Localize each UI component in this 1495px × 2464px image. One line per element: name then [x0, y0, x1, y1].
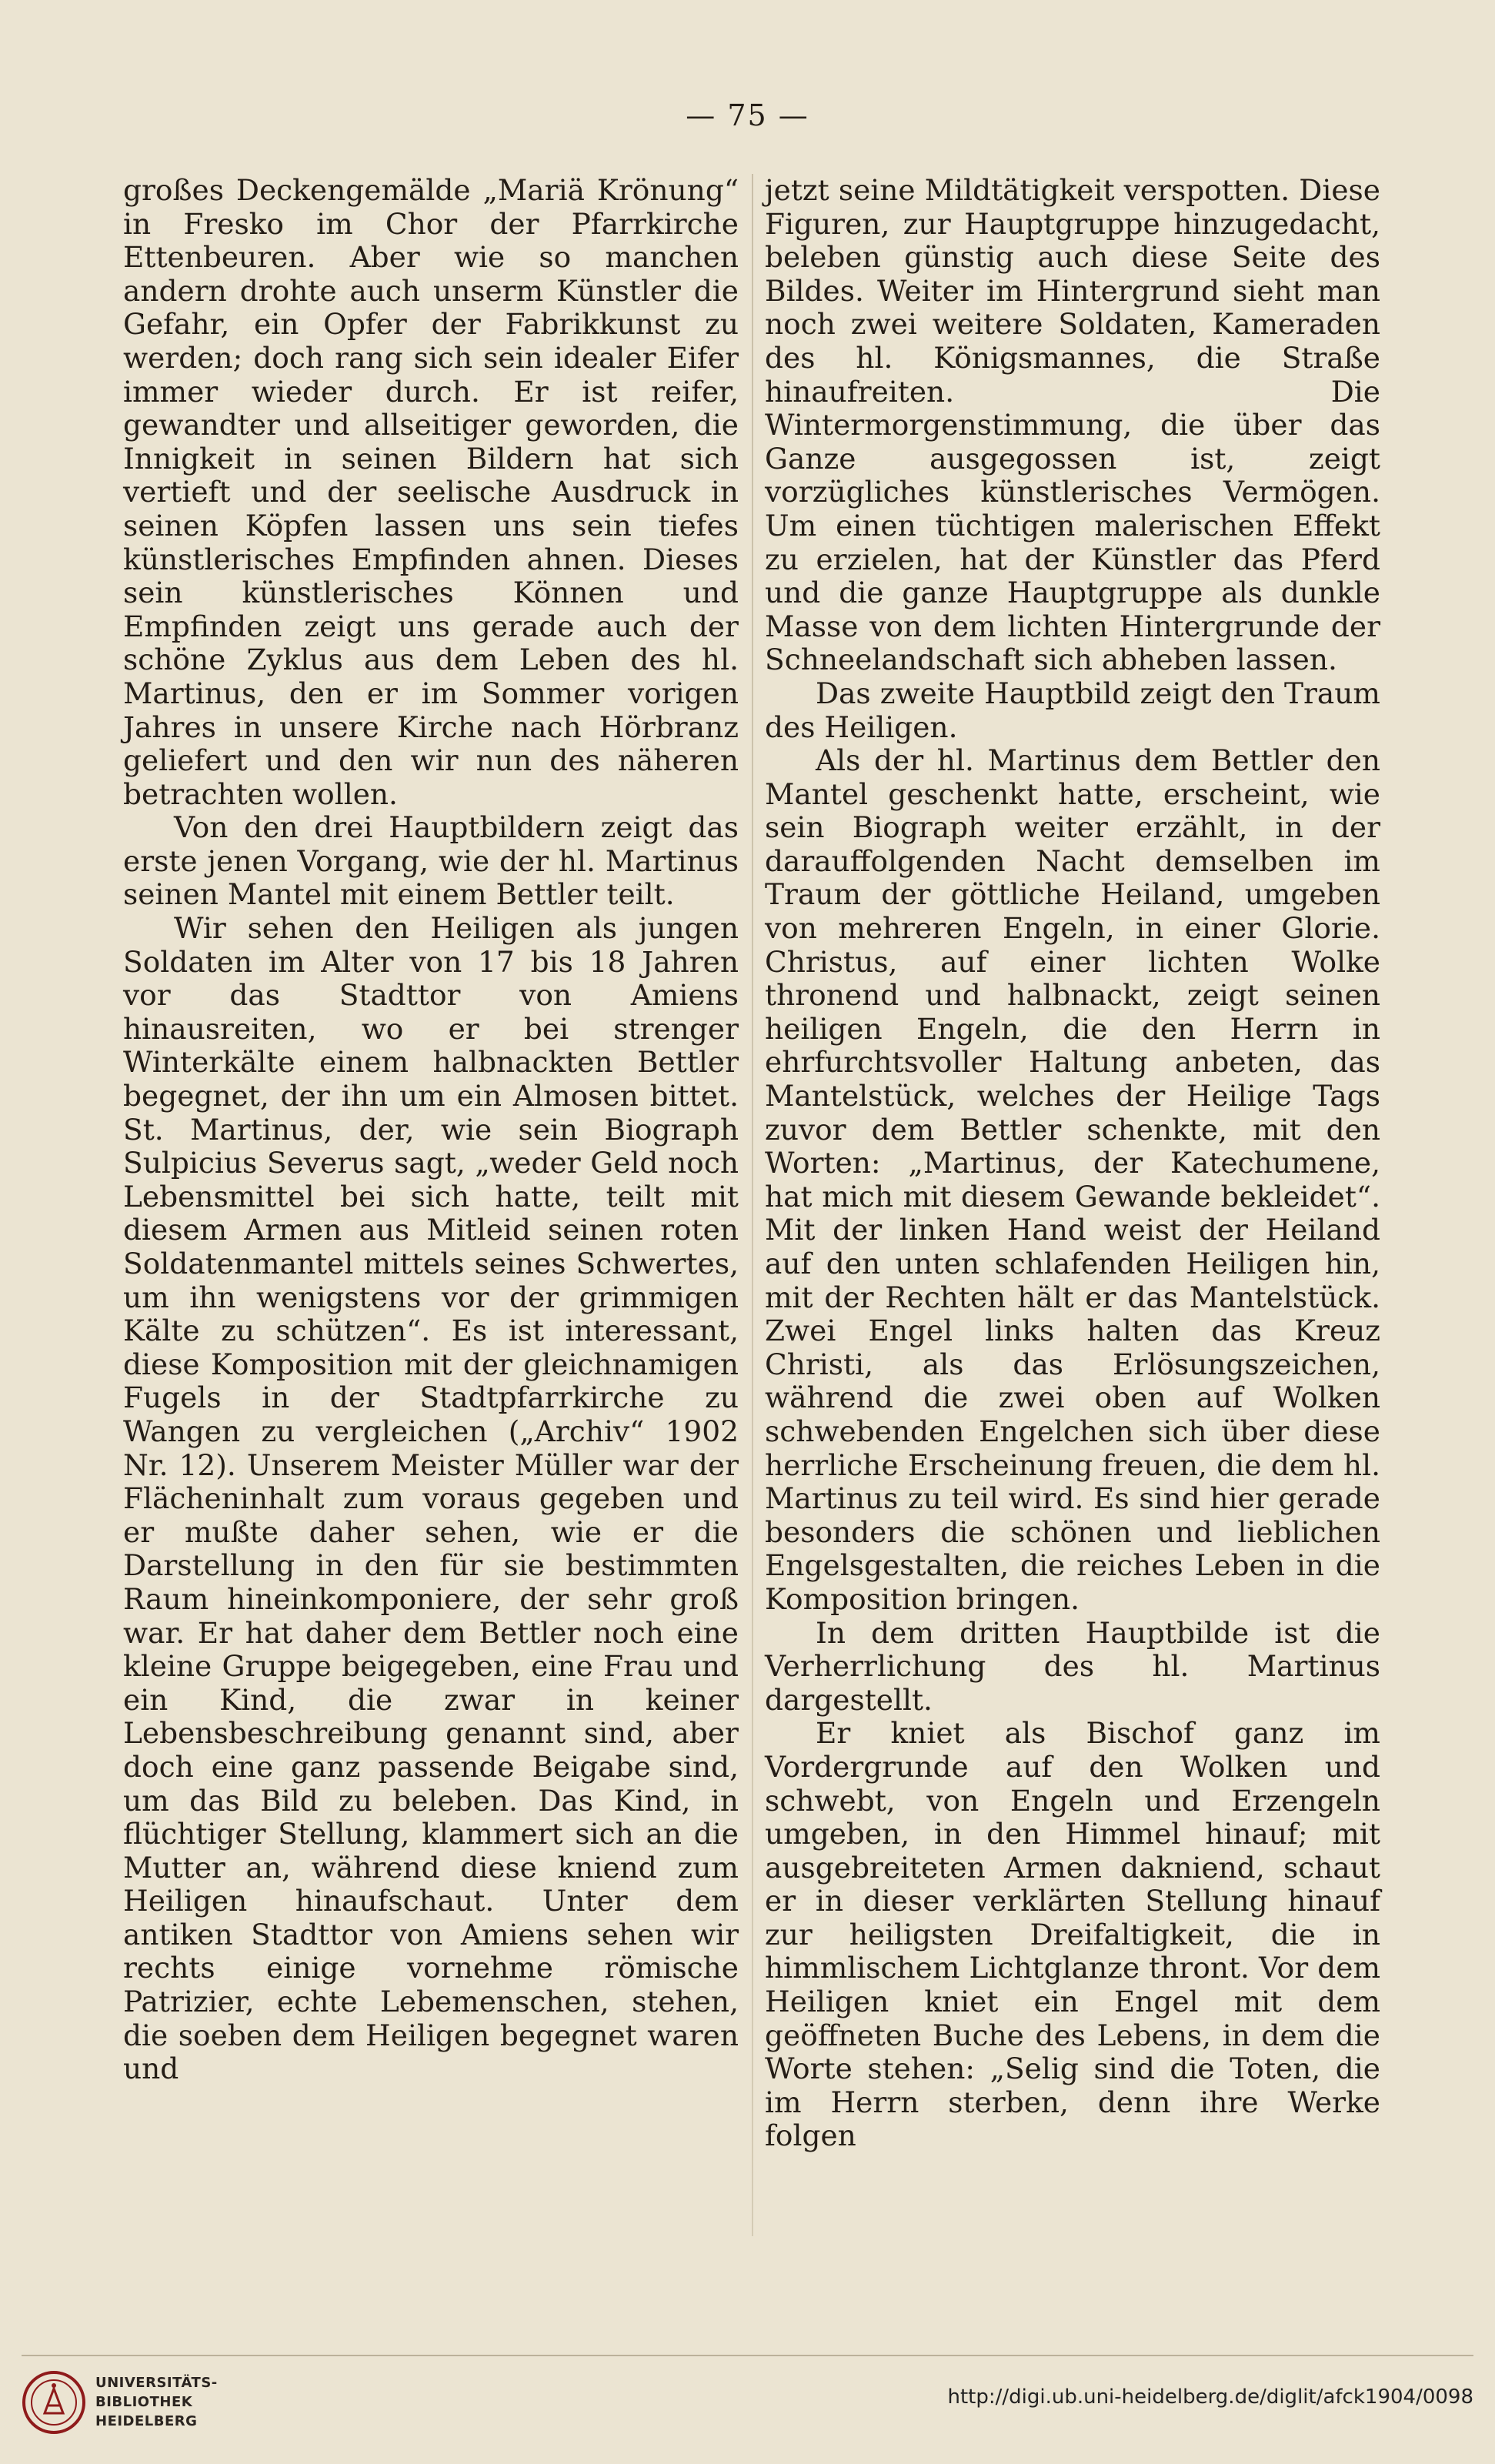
footer — [22, 2362, 1473, 2447]
paragraph: Von den drei Hauptbildern zeigt das erste jenen Vorgang, wie der hl. Martinus seinen Mantel mit einem Bettler teilt. — [123, 810, 739, 912]
paragraph: Als der hl. Martinus dem Bettler den Mantel geschenkt hatte, erscheint, wie sein Biograph weiter erzählt, in der darauffolgenden Nacht demselben im Traum der göttliche Heiland, umgeben von mehreren Engeln, in einer Glorie. Christus, auf einer lichten Wolke thronend und halbnackt, zeigt seinen heiligen Engeln, die den Herrn in ehrfurchtsvoller Haltung anbeten, das Mantelstück, welches der Heilige Tags zuvor dem Bettler schenkte, mit den Worten: „Martinus, der Katechumene, hat mich mit diesem Gewande bekleidet“. Mit der linken Hand weist der Heiland auf den unten schlafenden Heiligen hin, mit der Rechten hält er das Mantelstück. Zwei Engel links halten das Kreuz Christi, als das Erlösungszeichen, während die zwei oben auf Wolken schwebenden Engelchen sich über diese herrliche Erscheinung freuen, die dem hl. Martinus zu teil wird. Es sind hier gerade besonders die schönen und lieblichen Engelsgestalten, die reiches Leben in die Komposition bringen. — [765, 743, 1380, 1616]
university-seal-icon — [22, 2370, 86, 2435]
library-name — [95, 2373, 218, 2431]
library-name-line: UNIVERSITÄTS- — [95, 2375, 218, 2391]
library-name-line: HEIDELBERG — [95, 2413, 198, 2429]
paragraph: Wir sehen den Heiligen als jungen Soldaten im Alter von 17 bis 18 Jahren vor das Stadttor von Amiens hinausreiten, wo er bei strenger Winterkälte einem halbnackten Bettler begegnet, der ihn um ein Almosen bittet. St. Martinus, der, wie sein Biograph Sulpicius Severus sagt, „weder Geld noch Lebensmittel bei sich hatte, teilt mit diesem Armen aus Mitleid seinen roten Soldatenmantel mittels seines Schwertes, um ihn wenigstens vor der grimmigen Kälte zu schützen“. Es ist interessant, diese Komposition mit der gleichnamigen Fugels in der Stadtpfarrkirche zu Wangen zu vergleichen („Archiv“ 1902 Nr. 12). Unserem Meister Müller war der Flächeninhalt zum voraus gegeben und er mußte daher sehen, wie er die Darstellung in den für sie bestimmten Raum hineinkomponiere, der sehr groß war. Er hat daher dem Bettler noch eine kleine Gruppe beigegeben, eine Frau und ein Kind, die zwar in keiner Lebensbeschreibung genannt sind, aber doch eine ganz passende Beigabe sind, um das Bild zu beleben. Das Kind, in flüchtiger Stellung, klammert sich an die Mutter an, während diese kniend zum Heiligen hinaufschaut. Unter dem antiken Stadttor von Amiens sehen wir rechts einige vornehme römische Patrizier, echte Lebemenschen, stehen, die soeben dem Heiligen begegnet waren und — [123, 911, 739, 2086]
paragraph: In dem dritten Hauptbilde ist die Verherrlichung des hl. Martinus dargestellt. — [765, 1615, 1380, 1717]
page-number: — 75 — — [686, 98, 809, 132]
source-url[interactable]: http://digi.ub.uni-heidelberg.de/diglit/afck1904/0098 — [947, 2386, 1473, 2409]
paragraph: Das zweite Hauptbild zeigt den Traum des Heiligen. — [765, 676, 1380, 744]
left-column — [123, 174, 739, 2086]
paragraph: großes Deckengemälde „Mariä Krönung“ in Fresko im Chor der Pfarrkirche Ettenbeuren. Aber wie so manchen andern drohte auch unserm Künstler die Gefahr, ein Opfer der Fabrikkunst zu werden; doch rang sich sein idealer Eifer immer wieder durch. Er ist reifer, gewandter und allseitiger geworden, die Innigkeit in seinen Bildern hat sich vertieft und der seelische Ausdruck in seinen Köpfen lassen uns sein tiefes künstlerisches Empfinden ahnen. Dieses sein künstlerisches Können und Empfinden zeigt uns gerade auch der schöne Zyklus aus dem Leben des hl. Martinus, den er im Sommer vorigen Jahres in unsere Kirche nach Hörbranz geliefert und den wir nun des näheren betrachten wollen. — [123, 173, 739, 811]
column-divider — [752, 174, 753, 2236]
footer-divider — [22, 2355, 1473, 2356]
right-column — [765, 174, 1380, 2153]
paragraph: Er kniet als Bischof ganz im Vordergrunde auf den Wolken und schwebt, von Engeln und Erzengeln umgeben, in den Himmel hinauf; mit ausgebreiteten Armen dakniend, schaut er in dieser verklärten Stellung hinauf zur heiligsten Dreifaltigkeit, die in himmlischem Lichtglanze thront. Vor dem Heiligen kniet ein Engel mit dem geöffneten Buche des Lebens, in dem die Worte stehen: „Selig sind die Toten, die im Herrn sterben, denn ihre Werke folgen — [765, 1716, 1380, 2153]
library-name-line: BIBLIOTHEK — [95, 2394, 193, 2410]
paragraph: jetzt seine Mildtätigkeit verspotten. Diese Figuren, zur Hauptgruppe hinzugedacht, beleben günstig auch diese Seite des Bildes. Weiter im Hintergrund sieht man noch zwei weitere Soldaten, Kameraden des hl. Königsmannes, die Straße hinaufreiten. Die Wintermorgenstimmung, die über das Ganze ausgegossen ist, zeigt vorzügliches künstlerisches Vermögen. Um einen tüchtigen malerischen Effekt zu erzielen, hat der Künstler das Pferd und die ganze Hauptgruppe als dunkle Masse von dem lichten Hintergrunde der Schneelandschaft sich abheben lassen. — [765, 173, 1380, 677]
